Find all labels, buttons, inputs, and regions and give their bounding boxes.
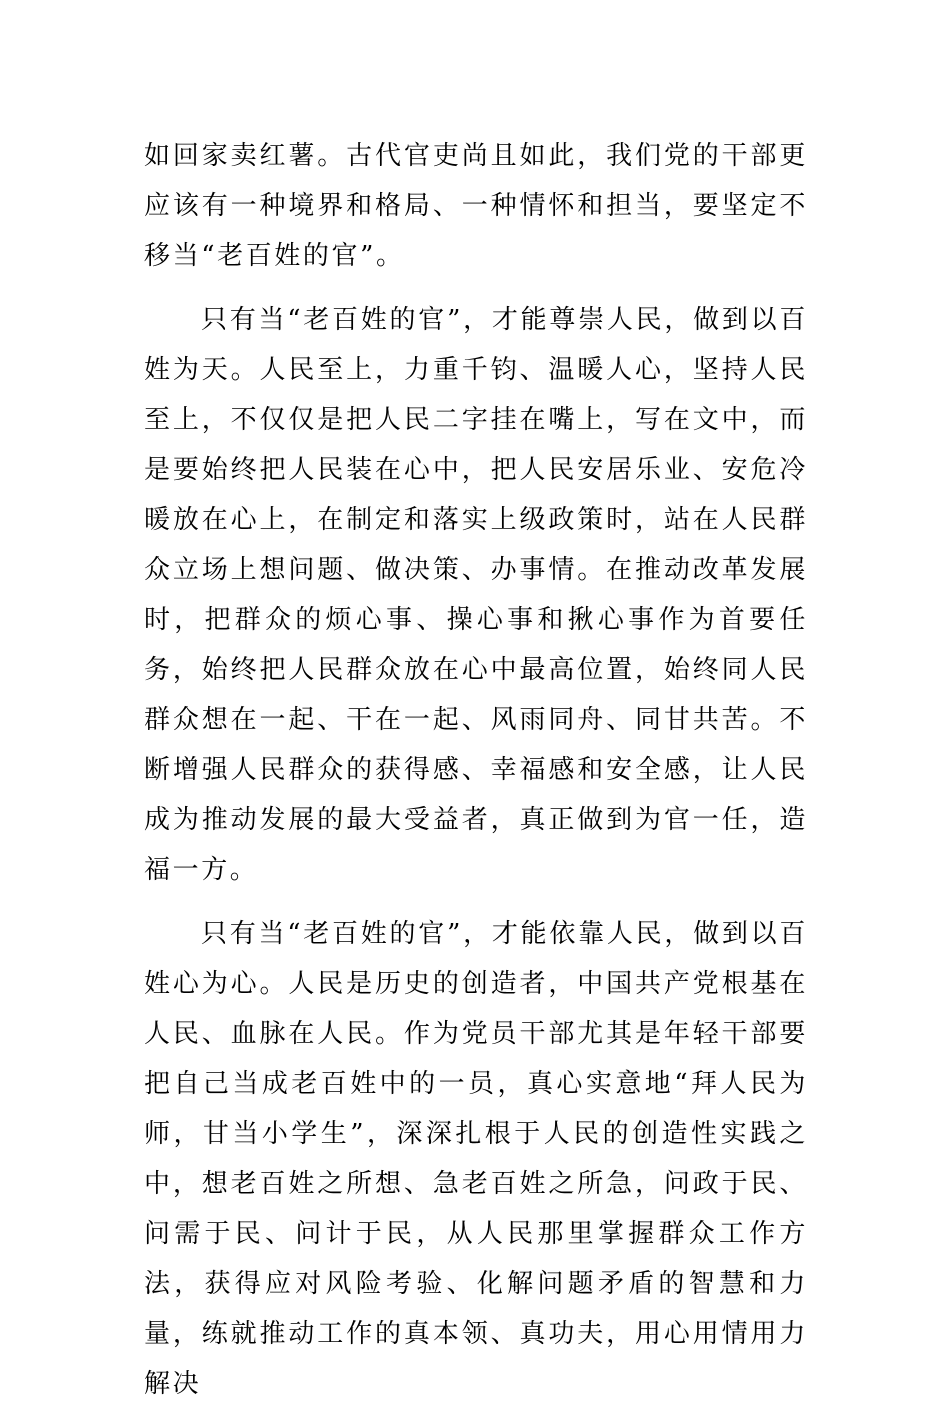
paragraph-continuation: 如回家卖红薯。古代官吏尚且如此，我们党的干部更应该有一种境界和格局、一种情怀和担当，要坚定不移当“老百姓的官”。 [144, 141, 808, 271]
document-body [144, 131, 808, 1409]
paragraph-rely-on-people: 只有当“老百姓的官”，才能依靠人民，做到以百姓心为心。人民是历史的创造者，中国共产党根基在人民、血脉在人民。作为党员干部尤其是年轻干部要把自己当成老百姓中的一员，真心实意地“拜人民为师，甘当小学生”，深深扎根于人民的创造性实践之中，想老百姓之所想、急老百姓之所急，问政于民、问需于民、问计于民，从人民那里掌握群众工作方法，获得应对风险考验、化解问题矛盾的智慧和力量，练就推动工作的真本领、真功夫，用心用情用力解决 [144, 919, 808, 1399]
paragraph-respect-people: 只有当“老百姓的官”，才能尊崇人民，做到以百姓为天。人民至上，力重千钧、温暖人心，坚持人民至上，不仅仅是把人民二字挂在嘴上，写在文中，而是要始终把人民装在心中，把人民安居乐业、安危冷暖放在心上，在制定和落实上级政策时，站在人民群众立场上想问题、做决策、办事情。在推动改革发展时，把群众的烦心事、操心事和揪心事作为首要任务，始终把人民群众放在心中最高位置，始终同人民群众想在一起、干在一起、风雨同舟、同甘共苦。不断增强人民群众的获得感、幸福感和安全感，让人民成为推动发展的最大受益者，真正做到为官一任，造福一方。 [144, 305, 808, 885]
